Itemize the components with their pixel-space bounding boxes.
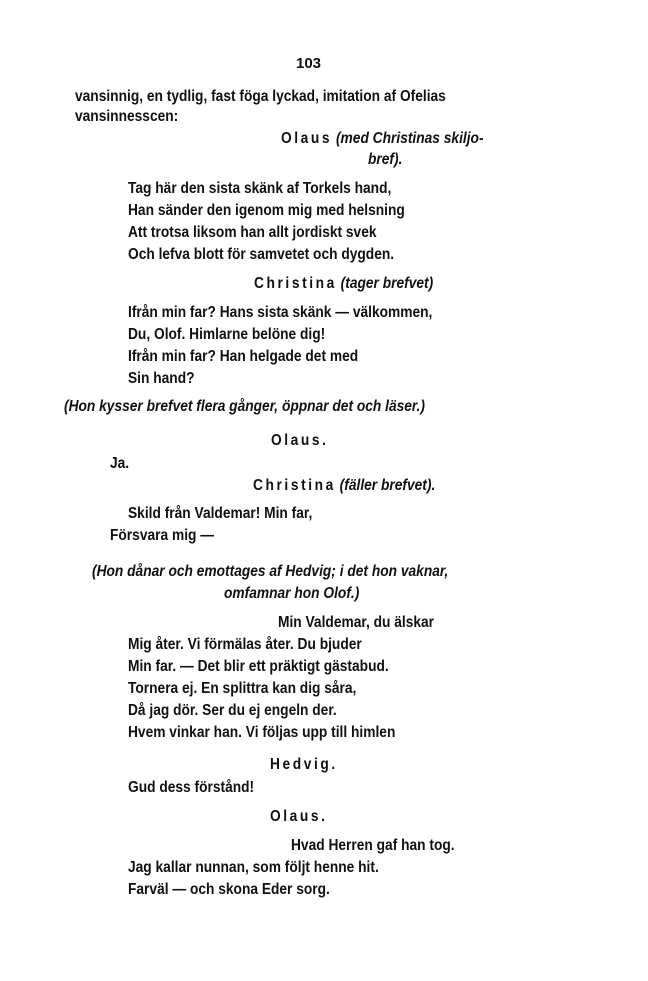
stage-direction: omfamnar hon Olof.) xyxy=(224,585,360,602)
verse-line: Tornera ej. En splittra kan dig såra, xyxy=(128,680,357,697)
prose-line: vansinnig, en tydlig, fast föga lyckad, imitation af Ofelias xyxy=(75,88,446,105)
verse-line: Farväl — och skona Eder sorg. xyxy=(128,881,330,898)
verse-line: Och lefva blott för samvetet och dygden. xyxy=(128,246,395,263)
verse-line: Ifrån min far? Hans sista skänk — välkommen, xyxy=(128,304,433,321)
verse-line: Mig åter. Vi förmälas åter. Du bjuder xyxy=(128,636,362,653)
speaker-name: Christina xyxy=(253,477,336,494)
verse-line: Skild från Valdemar! Min far, xyxy=(128,505,313,522)
stage-direction: (tager brefvet) xyxy=(340,275,434,292)
speaker-name-hedvig: Hedvig. xyxy=(270,756,338,773)
verse-line: Gud dess förstånd! xyxy=(128,779,255,796)
speaker-name: Christina xyxy=(254,275,337,292)
stage-direction: (Hon kysser brefvet flera gånger, öppnar det och läser.) xyxy=(64,398,425,415)
verse-line: Min far. — Det blir ett präktigt gästabud. xyxy=(128,658,389,675)
verse-line: Tag här den sista skänk af Torkels hand, xyxy=(128,180,392,197)
verse-line: Du, Olof. Himlarne belöne dig! xyxy=(128,326,326,343)
verse-line: Sin hand? xyxy=(128,370,195,387)
speaker-name-olaus: Olaus. xyxy=(270,808,328,825)
verse-line: Ifrån min far? Han helgade det med xyxy=(128,348,359,365)
stage-direction: (Hon dånar och emottages af Hedvig; i det hon vaknar, xyxy=(92,563,449,580)
page-number: 103 xyxy=(296,55,322,72)
stage-direction: (med Christinas skiljo- xyxy=(335,130,484,147)
verse-line: Jag kallar nunnan, som följt henne hit. xyxy=(128,859,379,876)
speaker-name-olaus: Olaus. xyxy=(271,432,329,449)
verse-line: Att trotsa liksom han allt jordiskt svek xyxy=(128,224,377,241)
speaker-line-christina xyxy=(253,475,435,497)
prose-line: vansinnesscen: xyxy=(75,108,179,125)
verse-line: Hvad Herren gaf han tog. xyxy=(291,837,455,854)
verse-line: Min Valdemar, du älskar xyxy=(278,614,435,631)
verse-line: Då jag dör. Ser du ej engeln der. xyxy=(128,702,337,719)
verse-line: Hvem vinkar han. Vi följas upp till himlen xyxy=(128,724,396,741)
speaker-line-christina xyxy=(254,273,433,295)
speaker-line-olaus xyxy=(281,128,484,150)
stage-direction: bref). xyxy=(368,151,403,168)
verse-line: Försvara mig — xyxy=(110,527,215,544)
stage-direction: (fäller brefvet). xyxy=(339,477,436,494)
speaker-name: Olaus xyxy=(281,130,333,147)
verse-line: Ja. xyxy=(110,455,130,472)
verse-line: Han sänder den igenom mig med helsning xyxy=(128,202,405,219)
